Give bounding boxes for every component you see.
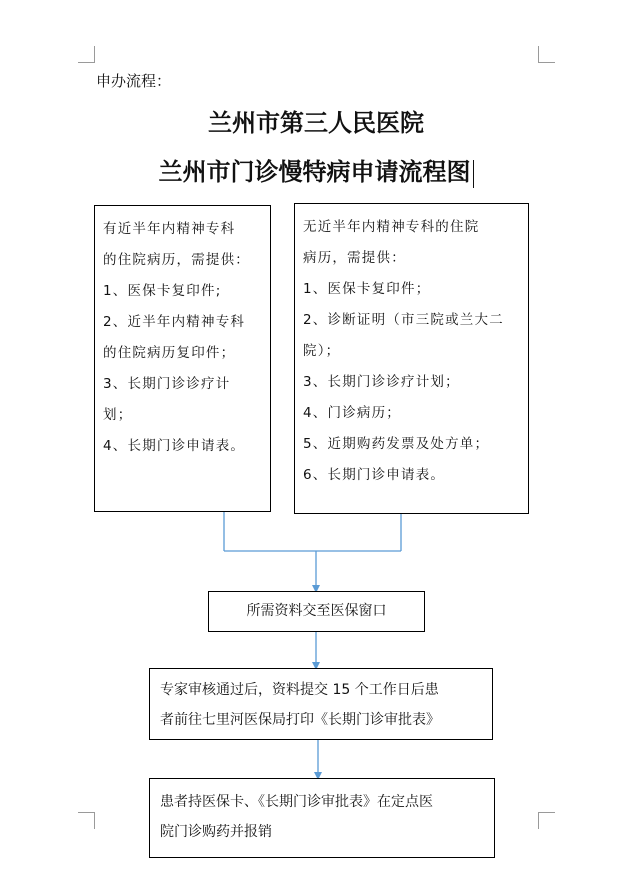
requirement-line: 病历，需提供：: [303, 250, 406, 266]
requirement-line: 的住院病历复印件；: [103, 345, 236, 361]
process-label: 申办流程：: [96, 72, 172, 90]
requirement-line: 2、近半年内精神专科: [103, 314, 246, 330]
requirement-line: 3、长期门诊诊疗计划；: [303, 374, 460, 390]
step-submit-materials: 所需资料交至医保窗口: [208, 591, 425, 632]
requirement-line: 有近半年内精神专科: [103, 221, 236, 237]
requirement-line: 无近半年内精神专科的住院: [303, 219, 480, 235]
requirement-line: 3、长期门诊诊疗计: [103, 376, 231, 392]
step-text-line: 患者持医保卡、《长期门诊审批表》在定点医: [160, 794, 433, 810]
requirement-line: 4、长期门诊申请表。: [103, 438, 246, 454]
requirements-box-without-records: [294, 203, 529, 514]
requirements-box-with-records: [94, 205, 271, 512]
step-purchase-reimburse: [149, 778, 495, 858]
requirement-line: 2、诊断证明（市三院或兰大二: [303, 312, 504, 328]
requirement-line: 4、门诊病历；: [303, 405, 401, 421]
hospital-title: 兰州市第三人民医院: [208, 108, 424, 137]
step-text-line: 者前往七里河医保局打印《长期门诊审批表》: [160, 712, 440, 728]
flowchart-title-text: 兰州市门诊慢特病申请流程图: [158, 157, 471, 186]
requirement-line: 1、医保卡复印件;: [103, 283, 222, 299]
requirement-line: 1、医保卡复印件；: [303, 281, 431, 297]
requirement-line: 6、长期门诊申请表。: [303, 467, 446, 483]
requirement-line: 5、近期购药发票及处方单；: [303, 436, 490, 452]
requirement-line: 的住院病历，需提供：: [103, 252, 250, 268]
requirement-line: 院）；: [303, 343, 341, 359]
requirement-line: 划；: [103, 407, 133, 423]
step-text-line: 专家审核通过后，资料提交 15 个工作日后患: [160, 682, 439, 698]
step-text-line: 院门诊购药并报销: [160, 824, 272, 840]
step-expert-review: [149, 668, 493, 740]
